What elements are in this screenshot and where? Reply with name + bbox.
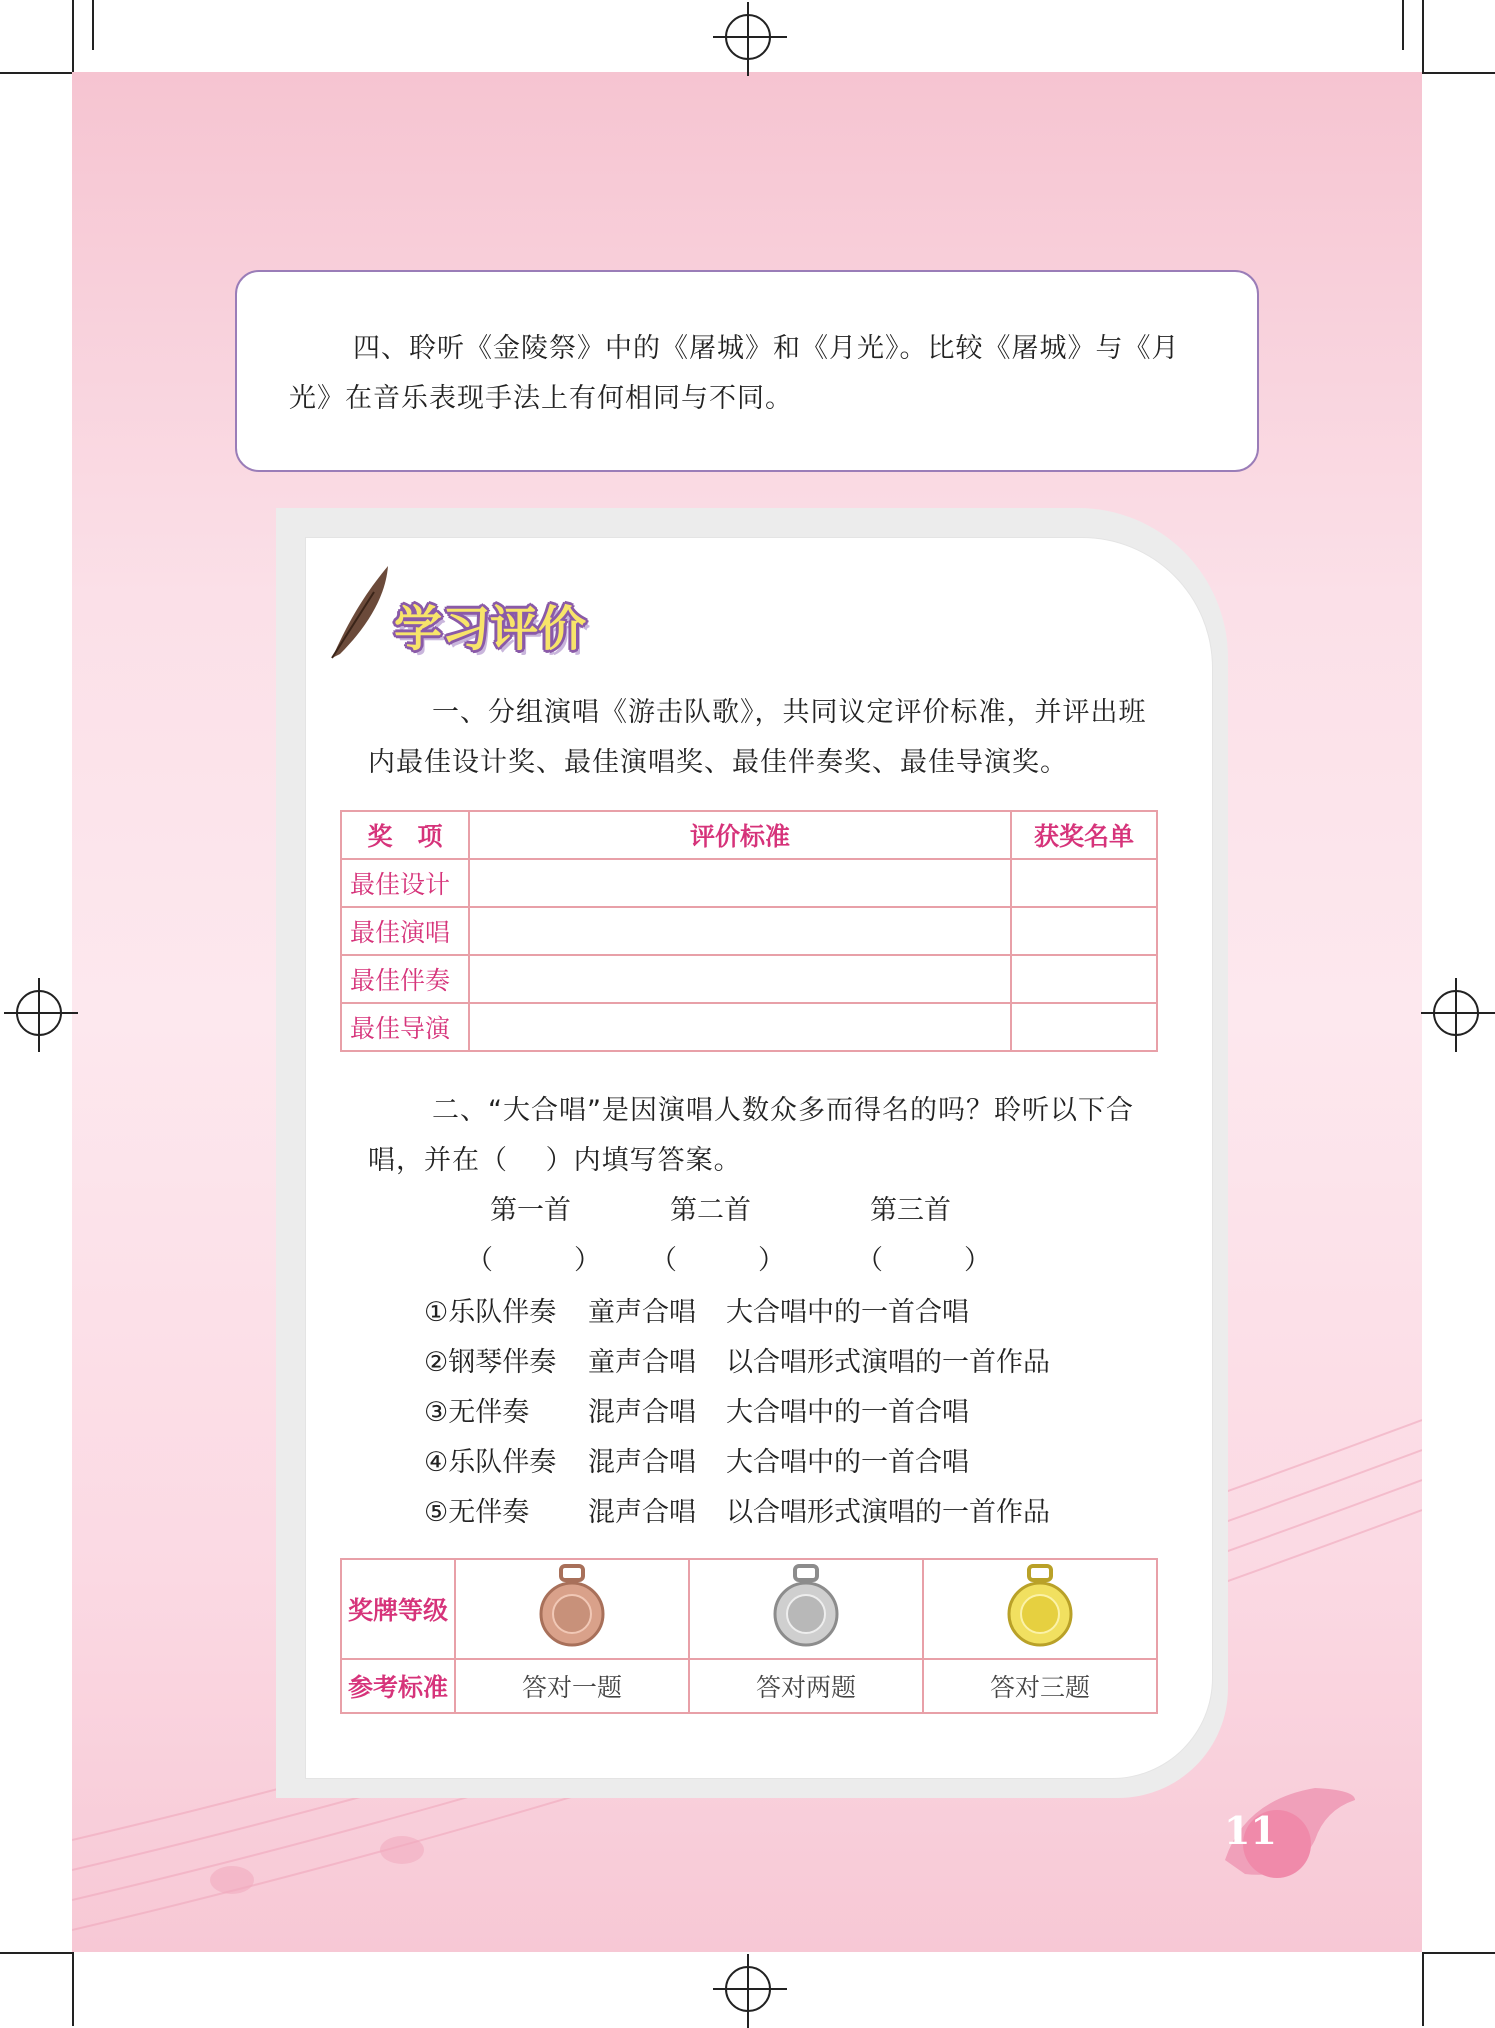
table-row — [341, 955, 1157, 1003]
feather-pen-icon — [326, 562, 396, 662]
winner-cell[interactable] — [1011, 859, 1157, 907]
award-table-header — [341, 811, 1157, 859]
question-4-box — [235, 270, 1259, 472]
option-accompaniment: ①乐队伴奏 — [424, 1297, 557, 1328]
crop-mark — [1422, 1952, 1495, 1954]
medal-level-label: 奖牌等级 — [341, 1559, 455, 1659]
criteria-cell[interactable] — [469, 1003, 1011, 1051]
medal-cell — [455, 1559, 689, 1659]
criteria-cell[interactable] — [469, 955, 1011, 1003]
criteria-cell[interactable] — [469, 907, 1011, 955]
winner-cell[interactable] — [1011, 1003, 1157, 1051]
option-form: 大合唱中的一首合唱 — [726, 1397, 969, 1428]
crop-mark — [72, 1952, 74, 2026]
registration-mark — [1433, 990, 1479, 1036]
question-2-text: 二、“大合唱”是因演唱人数众多而得名的吗？聆听以下合唱，并在（ ）内填写答案。 — [368, 1095, 1134, 1176]
option-accompaniment: ④乐队伴奏 — [424, 1447, 557, 1478]
option-choir-type: 混声合唱 — [588, 1497, 696, 1528]
page-number: 11 — [1224, 1808, 1277, 1853]
table-row — [341, 1003, 1157, 1051]
evaluation-card — [306, 538, 1212, 1778]
reference-standard-label: 参考标准 — [341, 1659, 455, 1713]
award-label: 最佳伴奏 — [341, 955, 469, 1003]
crop-mark — [1422, 0, 1424, 72]
medal-table — [340, 1558, 1158, 1714]
table-row — [341, 907, 1157, 955]
medal-cell — [689, 1559, 923, 1659]
option-accompaniment: ②钢琴伴奏 — [424, 1347, 557, 1378]
award-label: 最佳导演 — [341, 1003, 469, 1051]
crop-mark — [1422, 1952, 1424, 2026]
bronze-medal-icon — [537, 1564, 607, 1648]
criteria-silver: 答对两题 — [689, 1659, 923, 1713]
crop-mark — [1422, 72, 1495, 74]
header-winners: 获奖名单 — [1011, 811, 1157, 859]
song-label-1: 第一首 — [490, 1195, 571, 1226]
award-label: 最佳设计 — [341, 859, 469, 907]
award-table — [340, 810, 1158, 1052]
criteria-gold: 答对三题 — [923, 1659, 1157, 1713]
option-choir-type: 童声合唱 — [588, 1347, 696, 1378]
list-item — [424, 1438, 1050, 1488]
crop-mark — [1402, 0, 1404, 50]
gold-medal-icon — [1005, 1564, 1075, 1648]
table-row — [341, 859, 1157, 907]
crop-mark — [72, 0, 74, 72]
list-item — [424, 1388, 1050, 1438]
question-4-text: 四、聆听《金陵祭》中的《屠城》和《月光》。比较《屠城》与《月光》在音乐表现手法上有何相同与不同。 — [289, 333, 1180, 414]
crop-mark — [0, 72, 72, 74]
silver-medal-icon — [771, 1564, 841, 1648]
medal-cell — [923, 1559, 1157, 1659]
registration-mark — [725, 1966, 771, 2012]
answer-blank-3[interactable]: （ ） — [856, 1245, 991, 1276]
option-accompaniment: ⑤无伴奏 — [424, 1497, 530, 1528]
list-item — [424, 1488, 1050, 1538]
option-choir-type: 混声合唱 — [588, 1447, 696, 1478]
song-label-2: 第二首 — [670, 1195, 751, 1226]
song-label-3: 第三首 — [870, 1195, 951, 1226]
option-choir-type: 混声合唱 — [588, 1397, 696, 1428]
question-1-text: 一、分组演唱《游击队歌》，共同议定评价标准，并评出班内最佳设计奖、最佳演唱奖、最佳伴奏奖、最佳导演奖。 — [368, 697, 1147, 778]
header-award: 奖 项 — [341, 811, 469, 859]
option-choir-type: 童声合唱 — [588, 1297, 696, 1328]
option-accompaniment: ③无伴奏 — [424, 1397, 530, 1428]
answer-blank-1[interactable]: （ ） — [466, 1245, 601, 1276]
list-item — [424, 1338, 1050, 1388]
criteria-cell[interactable] — [469, 859, 1011, 907]
answer-options — [424, 1288, 1050, 1538]
list-item — [424, 1288, 1050, 1338]
registration-mark — [725, 14, 771, 60]
winner-cell[interactable] — [1011, 907, 1157, 955]
table-row — [341, 1559, 1157, 1659]
crop-mark — [0, 1952, 72, 1954]
option-form: 大合唱中的一首合唱 — [726, 1297, 969, 1328]
crop-mark — [92, 0, 94, 50]
option-form: 以合唱形式演唱的一首作品 — [726, 1497, 1050, 1528]
evaluation-title: 学习评价 — [394, 601, 587, 657]
winner-cell[interactable] — [1011, 955, 1157, 1003]
registration-mark — [16, 990, 62, 1036]
criteria-bronze: 答对一题 — [455, 1659, 689, 1713]
header-criteria: 评价标准 — [469, 811, 1011, 859]
award-label: 最佳演唱 — [341, 907, 469, 955]
answer-blank-2[interactable]: （ ） — [650, 1245, 785, 1276]
option-form: 大合唱中的一首合唱 — [726, 1447, 969, 1478]
option-form: 以合唱形式演唱的一首作品 — [726, 1347, 1050, 1378]
table-row — [341, 1659, 1157, 1713]
